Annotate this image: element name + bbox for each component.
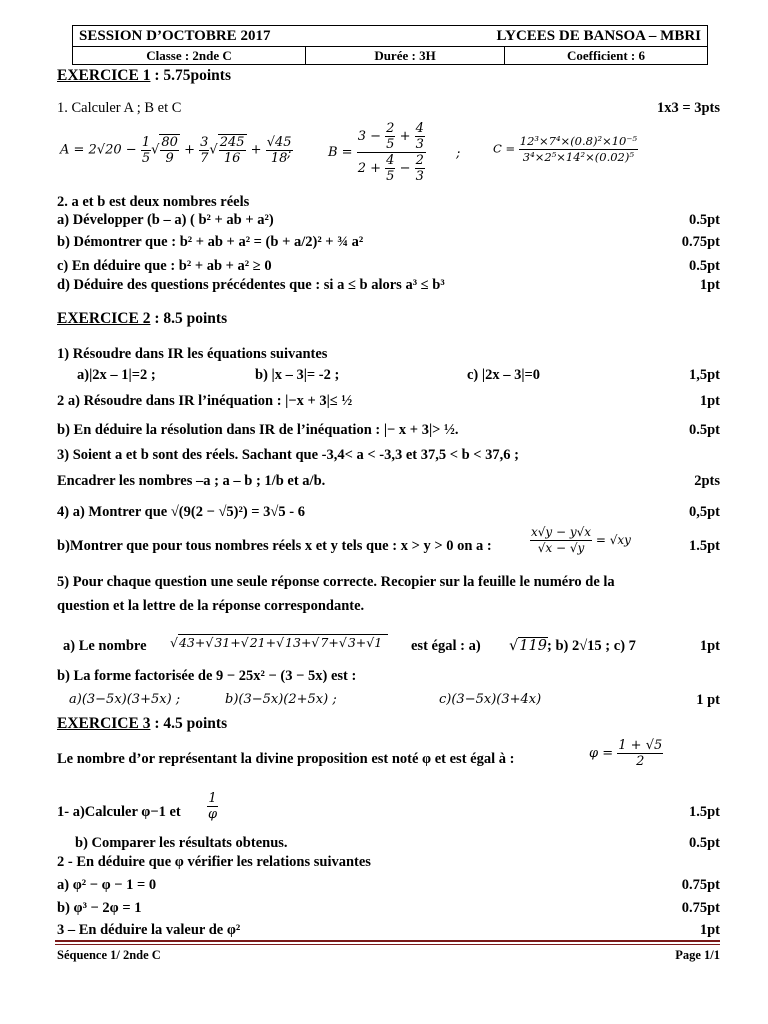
header-table <box>72 25 708 65</box>
ex1-qa: a) Développer (b – a) ( b² + ab + a²) 0.5pt <box>57 212 720 228</box>
ex1-qd: d) Déduire des questions précédentes que : si a ≤ b alors a³ ≤ b³ 1pt <box>57 277 720 293</box>
ex1-title: EXERCICE 1 : 5.75points <box>57 67 231 84</box>
separator: ; <box>287 146 292 161</box>
ex2-q3: 3) Soient a et b sont des réels. Sachant que -3,4< a < -3,3 et 37,5 < b < 37,6 ; <box>57 447 519 463</box>
ex3-q2: 2 - En déduire que φ vérifier les relations suivantes <box>57 854 371 870</box>
separator: ; <box>456 146 461 161</box>
ex3-q3: 3 – En déduire la valeur de φ² 1pt <box>57 922 720 938</box>
footer-left: Séquence 1/ 2nde C <box>57 948 161 962</box>
coef-label: Coefficient : 6 <box>567 48 645 63</box>
ex2-q5: 5) Pour chaque question une seule réponse correcte. Recopier sur la feuille le numéro de la <box>57 574 615 590</box>
school-label: LYCEES DE BANSOA – MBRI <box>496 28 701 44</box>
footer-rule <box>55 940 720 945</box>
ex2-q5bq: b) La forme factorisée de 9 − 25x² − (3 − 5x) est : <box>57 668 357 684</box>
ex3-q1a: 1- a)Calculer φ−1 et $\frac{1}{\varphi}$ 1.5pt <box>57 791 720 822</box>
ex1-qb: b) Démontrer que : b² + ab + a² = (b + a/2)² + ¾ a² 0.75pt <box>57 234 720 250</box>
formula-c: C = $\frac{\text{12³×7⁴×(0.8)²×10⁻⁵}}{\text{3⁴×2⁵×14²×(0.02)⁵}}$ <box>493 134 638 164</box>
duree-label: Durée : 3H <box>306 47 505 64</box>
ex1-q1: 1. Calculer A ; B et C 1x3 = 3pts <box>57 100 720 116</box>
ex3-intro: Le nombre d’or représentant la divine proposition est noté φ et est égal à : φ = $\frac{1 + √5}{2}$ <box>57 738 663 769</box>
exam-page: SESSION D’OCTOBRE 2017 LYCEES DE BANSOA – MBRI Classe : 2nde C Durée : 3H Coefficient : 6 EXERCICE 1 : 5.75points 1. Calculer A ; B et C 1x3 = 3pts A = 2√20 − $\frac{1}{5}$ √ $\frac{80}{9}$ + $\frac{3}{7}$ √ $\frac{245}{16}$ + $\frac{√45}{18}$ ; B = 3 − $\frac{2}{5}$ + $\frac{4}{3}$ 2 + $\frac{4}{5}$ − $\frac{2}{3}$ ; C = $\frac{\text{12³×7⁴×(0.8)²×10⁻⁵}}{\text{3⁴×2⁵×14²×(0.02)⁵}}$ 2. a et b est deux nombres réels a) Développer (b – a) ( b² + ab + a²) 0.5pt b) Démontrer que : b² + ab + a² = (b + a/2)² + ¾ a² 0.75pt c) En déduire que : b² + ab + a² ≥ 0 0.5pt d) Déduire des questions précédentes que : si a ≤ b alors a³ ≤ b³ 1pt EXERCICE 2 : 8.5 points 1) Résoudre dans IR les équations suivantes a)|2x – 1|=2 ; b) |x – 3|= -2 ; c) |2x – 3|=0 1,5pt 2 a) Résoudre dans IR l’inéquation : |−x + 3|≤ ½ 1pt b) En déduire la résolution dans IR de l’inéquation : |− x + 3|> ½. 0.5pt 3) Soient a et b sont des réels. Sachant que -3,4< a < -3,3 et 37,5 < b < 37,6 ; Encadrer les nombres –a ; a – b ; 1/b et a/b. 2pts 4) a) Montrer que √(9(2 − √5)²) = 3√5 - 6 0,5pt b)Montrer que pour tous nombres réels x et y tels que : x > y > 0 on a : $\frac{x√y - y√x}{√x - √y}$ = √xy 1.5pt 5) Pour chaque question une seule réponse correcte. Recopier sur la feuille le numéro de la question et la lettre de la réponse correspondante. a) Le nombre √43+√31+√21+√13+√7+√3+√1 est égal : a) √119 ; b) 2√15 ; c) 7 1pt b) La forme factorisée de 9 − 25x² − (3 − 5x) est : a)(3−5x)(3+5x) ; b)(3−5x)(2+5x) ; c)(3−5x)(3+4x) 1 pt EXERCICE 3 : 4.5 points Le nombre d’or représentant la divine proposition est noté φ et est égal à : φ = $\frac{1 + √5}{2}$ 1- a)Calculer φ−1 et $\frac{1}{\varphi}$ 1.5pt b) Comparer les résultats obtenus. 0.5pt 2 - En déduire que φ vérifier les relations suivantes a) φ² − φ − 1 = 0 0.75pt b) φ³ − 2φ = 1 0.75pt 3 – En déduire la valeur de φ² 1pt Séquence 1/ 2nde C Page 1/1 <box>0 0 768 1024</box>
ex3-q2b: b) φ³ − 2φ = 1 0.75pt <box>57 900 720 916</box>
ex2-title: EXERCICE 2 : 8.5 points <box>57 310 228 327</box>
ex2-q2a: 2 a) Résoudre dans IR l’inéquation : |−x + 3|≤ ½ 1pt <box>57 393 720 409</box>
ex2-q4b: b)Montrer que pour tous nombres réels x et y tels que : x > y > 0 on a : $\frac{x√y - y√x}{√x - √y}$ = √xy 1.5pt <box>57 525 720 555</box>
ex2-q2b: b) En déduire la résolution dans IR de l’inéquation : |− x + 3|> ½. 0.5pt <box>57 422 720 438</box>
footer <box>57 948 720 963</box>
classe-label: Classe : 2nde C <box>73 47 306 64</box>
ex3-q2a: a) φ² − φ − 1 = 0 0.75pt <box>57 877 720 893</box>
footer-right: Page 1/1 <box>675 948 720 962</box>
ex1-q2: 2. a et b est deux nombres réels <box>57 194 250 210</box>
ex3-title: EXERCICE 3 : 4.5 points <box>57 715 228 732</box>
ex2-q3b: Encadrer les nombres –a ; a – b ; 1/b et a/b. 2pts <box>57 473 720 489</box>
ex1-qc: c) En déduire que : b² + ab + a² ≥ 0 0.5pt <box>57 258 720 274</box>
ex2-q1: 1) Résoudre dans IR les équations suivantes <box>57 346 328 362</box>
ex2-q4a: 4) a) Montrer que √(9(2 − √5)²) = 3√5 - 6 0,5pt <box>57 504 720 520</box>
ex2-q5b: question et la lettre de la réponse correspondante. <box>57 598 365 614</box>
formula-b: B = 3 − $\frac{2}{5}$ + $\frac{4}{3}$ 2 + $\frac{4}{5}$ − $\frac{2}{3}$ <box>328 121 424 184</box>
session-label: SESSION D’OCTOBRE 2017 <box>79 28 271 44</box>
formula-a: A = 2√20 − $\frac{1}{5}$ √ $\frac{80}{9}$ + $\frac{3}{7}$ √ $\frac{245}{16}$ + $\frac{√45}{18}$ <box>60 134 292 166</box>
